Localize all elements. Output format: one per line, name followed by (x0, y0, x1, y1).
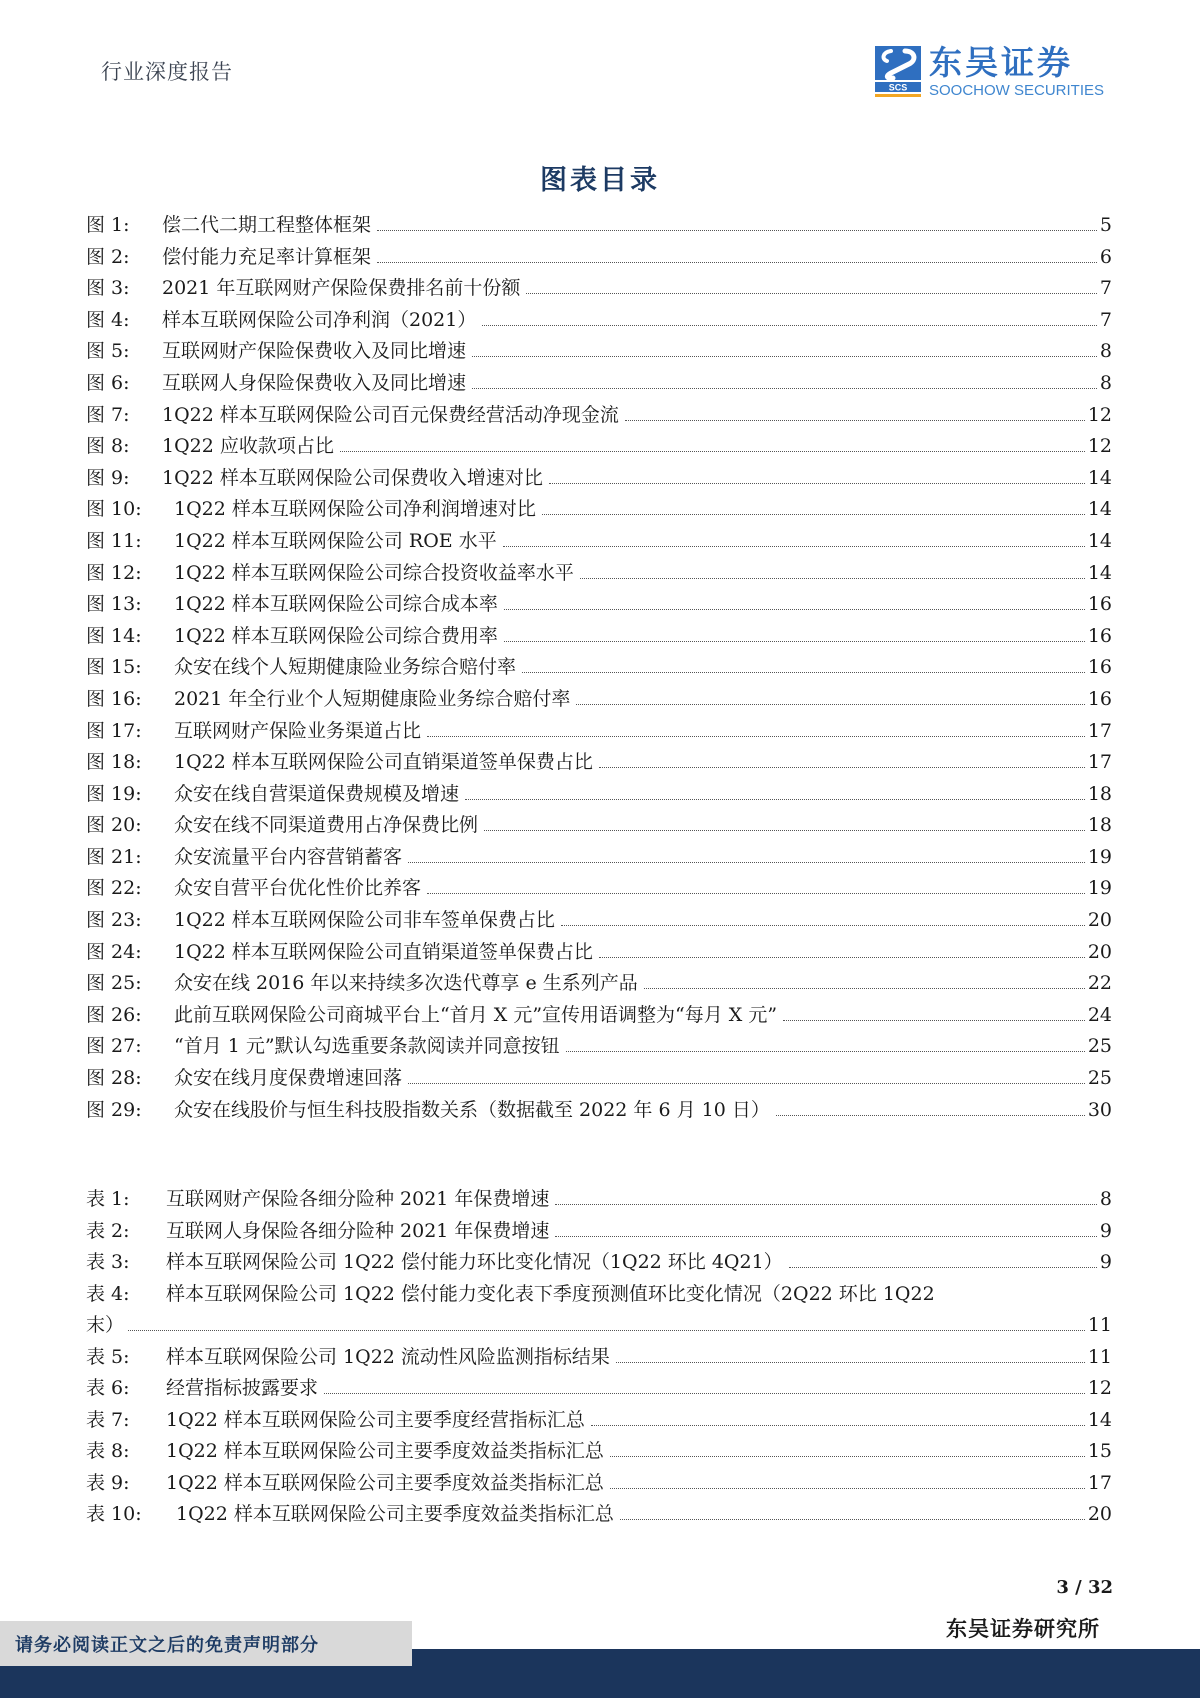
toc-entry[interactable] (86, 1063, 1112, 1095)
entry-title: 众安在线不同渠道费用占净保费比例 (174, 814, 479, 837)
page-number: 3 / 32 (1056, 1577, 1113, 1598)
entry-title: 1Q22 样本互联网保险公司百元保费经营活动净现金流 (162, 403, 619, 426)
disclaimer-box (0, 1621, 412, 1666)
leader-dots (427, 736, 1085, 737)
entry-number: 图 14: (86, 624, 142, 647)
leader-dots (616, 1362, 1085, 1363)
entry-title: 1Q22 样本互联网保险公司 ROE 水平 (174, 529, 497, 552)
toc-entry[interactable] (86, 431, 1112, 463)
entry-page: 19 (1087, 845, 1112, 868)
company-logo (875, 44, 1104, 100)
entry-title: 互联网财产保险各细分险种 2021 年保费增速 (166, 1188, 550, 1210)
entry-number: 表 9: (86, 1471, 130, 1494)
entry-number: 表 3: (86, 1251, 130, 1273)
entry-page: 16 (1087, 624, 1112, 647)
toc-entry[interactable] (86, 242, 1112, 274)
entry-title: 1Q22 样本互联网保险公司非车签单保费占比 (174, 909, 555, 932)
leader-dots (408, 1083, 1085, 1084)
entry-page: 22 (1087, 972, 1112, 995)
leader-dots (591, 1425, 1085, 1426)
entry-page: 16 (1087, 593, 1112, 616)
entry-page: 15 (1087, 1440, 1112, 1462)
leader-dots (580, 578, 1085, 579)
entry-title: 样本互联网保险公司 1Q22 偿付能力环比变化情况（1Q22 环比 4Q21） (166, 1251, 783, 1273)
leader-dots (542, 514, 1085, 515)
entry-title: 偿付能力充足率计算框架 (162, 245, 372, 268)
entry-number: 表 7: (86, 1408, 130, 1431)
entry-page: 20 (1087, 1503, 1112, 1525)
leader-dots (504, 641, 1085, 642)
table-list (86, 1184, 1112, 1531)
leader-dots (625, 420, 1085, 421)
leader-dots (599, 767, 1085, 768)
toc-entry[interactable] (86, 210, 1112, 242)
entry-number: 图 9: (86, 466, 130, 489)
entry-title: 1Q22 样本互联网保险公司保费收入增速对比 (162, 466, 543, 489)
toc-entry[interactable] (86, 810, 1112, 842)
toc-entry[interactable] (86, 1279, 1112, 1311)
leader-dots (472, 356, 1097, 357)
leader-dots (504, 609, 1085, 610)
entry-title: 1Q22 样本互联网保险公司主要季度经营指标汇总 (166, 1408, 585, 1431)
leader-dots (610, 1456, 1085, 1457)
entry-page: 25 (1087, 1067, 1112, 1090)
leader-dots (128, 1330, 1085, 1331)
leader-dots (503, 546, 1085, 547)
leader-dots (783, 1020, 1085, 1021)
entry-title: 众安在线个人短期健康险业务综合赔付率 (174, 656, 517, 679)
toc-entry[interactable] (86, 305, 1112, 337)
entry-number: 表 4: (86, 1282, 130, 1305)
entry-title: 2021 年互联网财产保险保费排名前十份额 (162, 277, 521, 300)
entry-number: 图 17: (86, 719, 142, 742)
toc-entry[interactable] (86, 716, 1112, 748)
entry-page: 9 (1099, 1219, 1112, 1242)
entry-page: 12 (1087, 1377, 1112, 1399)
leader-dots (561, 925, 1085, 926)
entry-number: 图 1: (86, 214, 130, 236)
toc-entry[interactable] (86, 1373, 1112, 1405)
footer-org-name: 东吴证券研究所 (946, 1616, 1100, 1641)
entry-number: 表 5: (86, 1345, 130, 1368)
entry-title: 偿二代二期工程整体框架 (162, 214, 372, 236)
entry-number: 图 12: (86, 561, 142, 584)
entry-page: 16 (1087, 656, 1112, 679)
entry-number: 图 6: (86, 371, 130, 394)
entry-page: 8 (1099, 371, 1112, 394)
entry-title: 众安在线股价与恒生科技股指数关系（数据截至 2022 年 6 月 10 日） (174, 1098, 770, 1121)
entry-number: 图 18: (86, 751, 142, 774)
entry-number: 图 24: (86, 940, 142, 963)
entry-title: 1Q22 样本互联网保险公司直销渠道签单保费占比 (174, 940, 593, 963)
entry-title: 1Q22 样本互联网保险公司综合费用率 (174, 624, 498, 647)
entry-title: 1Q22 应收款项占比 (162, 435, 334, 458)
entry-title: 众安流量平台内容营销蓄客 (174, 845, 403, 868)
toc-entry[interactable] (86, 1436, 1112, 1468)
toc-entry[interactable] (86, 968, 1112, 1000)
entry-number: 图 2: (86, 245, 130, 268)
entry-page: 12 (1087, 435, 1112, 458)
entry-title: 样本互联网保险公司 1Q22 偿付能力变化表下季度预测值环比变化情况（2Q22 环比 1Q22 (166, 1282, 935, 1305)
entry-page: 30 (1087, 1098, 1112, 1121)
leader-dots (620, 1519, 1085, 1520)
entry-page: 17 (1087, 719, 1112, 742)
entry-page: 7 (1099, 308, 1112, 331)
leader-dots (566, 1051, 1085, 1052)
leader-dots (324, 1393, 1085, 1394)
toc-entry[interactable] (86, 1247, 1112, 1279)
toc-entry[interactable] (86, 1342, 1112, 1374)
entry-title: 互联网人身保险保费收入及同比增速 (162, 371, 467, 394)
leader-dots (549, 483, 1085, 484)
toc-entry[interactable] (86, 1031, 1112, 1063)
leader-dots (484, 830, 1085, 831)
entry-number: 图 27: (86, 1035, 142, 1058)
entry-page: 5 (1099, 214, 1112, 236)
entry-page: 11 (1087, 1345, 1112, 1368)
toc-entry[interactable] (86, 589, 1112, 621)
toc-entry-continued[interactable] (86, 1310, 1112, 1342)
entry-number: 图 7: (86, 403, 130, 426)
entry-title: 样本互联网保险公司净利润（2021） (162, 308, 477, 331)
toc-entry[interactable] (86, 747, 1112, 779)
toc-entry[interactable] (86, 779, 1112, 811)
toc-entry[interactable] (86, 1468, 1112, 1500)
leader-dots (465, 799, 1085, 800)
entry-page: 9 (1099, 1251, 1112, 1273)
entry-title: 众安自营平台优化性价比养客 (174, 877, 422, 900)
toc-entry[interactable] (86, 873, 1112, 905)
entry-title-continued: 末） (86, 1314, 125, 1336)
toc-entry[interactable] (86, 905, 1112, 937)
entry-number: 图 13: (86, 593, 142, 616)
entry-page: 14 (1087, 561, 1112, 584)
leader-dots (644, 988, 1085, 989)
toc-entry[interactable] (86, 842, 1112, 874)
toc-entry[interactable] (86, 1000, 1112, 1032)
toc-entry[interactable] (86, 368, 1112, 400)
entry-number: 图 28: (86, 1067, 142, 1090)
entry-number: 图 11: (86, 529, 142, 552)
leader-dots (789, 1267, 1097, 1268)
toc-entry[interactable] (86, 1216, 1112, 1248)
page-title: 图表目录 (540, 165, 660, 196)
entry-page: 24 (1087, 1003, 1112, 1026)
leader-dots (377, 262, 1097, 263)
entry-title: 1Q22 样本互联网保险公司主要季度效益类指标汇总 (166, 1440, 604, 1462)
toc-entry[interactable] (86, 621, 1112, 653)
entry-number: 图 5: (86, 340, 130, 363)
entry-page: 25 (1087, 1035, 1112, 1058)
entry-number: 图 20: (86, 814, 142, 837)
entry-title: 1Q22 样本互联网保险公司主要季度效益类指标汇总 (176, 1503, 614, 1525)
entry-title: 1Q22 样本互联网保险公司直销渠道签单保费占比 (174, 751, 593, 774)
entry-page: 18 (1087, 782, 1112, 805)
logo-en-name: SOOCHOW SECURITIES (929, 82, 1105, 99)
entry-number: 表 6: (86, 1377, 130, 1399)
entry-page: 16 (1087, 687, 1112, 710)
entry-page: 14 (1087, 529, 1112, 552)
toc-entry[interactable] (86, 463, 1112, 495)
entry-number: 图 15: (86, 656, 142, 679)
toc-entry[interactable] (86, 684, 1112, 716)
entry-page: 12 (1087, 403, 1112, 426)
entry-title: 1Q22 样本互联网保险公司综合投资收益率水平 (174, 561, 574, 584)
entry-title: 1Q22 样本互联网保险公司综合成本率 (174, 593, 498, 616)
entry-title: 众安在线 2016 年以来持续多次迭代尊享 e 生系列产品 (174, 972, 638, 995)
entry-number: 图 10: (86, 498, 142, 521)
entry-number: 图 25: (86, 972, 142, 995)
toc-entry[interactable] (86, 273, 1112, 305)
leader-dots (576, 704, 1084, 705)
entry-number: 表 2: (86, 1219, 130, 1242)
entry-number: 图 3: (86, 277, 130, 300)
entry-number: 图 26: (86, 1003, 142, 1026)
leader-dots (555, 1204, 1096, 1205)
toc-entry[interactable] (86, 558, 1112, 590)
toc-entry[interactable] (86, 1499, 1112, 1531)
leader-dots (610, 1488, 1085, 1489)
entry-page: 11 (1087, 1314, 1112, 1336)
leader-dots (555, 1236, 1096, 1237)
entry-number: 图 29: (86, 1098, 142, 1121)
entry-number: 图 16: (86, 687, 142, 710)
entry-page: 14 (1087, 498, 1112, 521)
entry-title: 经营指标披露要求 (166, 1377, 319, 1399)
entry-title: 互联网财产保险业务渠道占比 (174, 719, 422, 742)
leader-dots (472, 388, 1097, 389)
toc-entry[interactable] (86, 336, 1112, 368)
entry-number: 图 19: (86, 782, 142, 805)
entry-title: 互联网人身保险各细分险种 2021 年保费增速 (166, 1219, 550, 1242)
disclaimer-text: 请务必阅读正文之后的免责声明部分 (15, 1634, 319, 1656)
leader-dots (408, 862, 1085, 863)
entry-page: 14 (1087, 466, 1112, 489)
leader-dots (776, 1115, 1085, 1116)
entry-page: 20 (1087, 909, 1112, 932)
entry-number: 图 22: (86, 877, 142, 900)
entry-title: 众安在线自营渠道保费规模及增速 (174, 782, 460, 805)
entry-title: 2021 年全行业个人短期健康险业务综合赔付率 (174, 687, 571, 710)
entry-title: “首月 1 元”默认勾选重要条款阅读并同意按钮 (174, 1035, 560, 1058)
logo-abbr: SCS (888, 82, 908, 93)
leader-dots (340, 451, 1085, 452)
entry-number: 表 8: (86, 1440, 130, 1462)
entry-page: 17 (1087, 751, 1112, 774)
toc-entry[interactable] (86, 400, 1112, 432)
leader-dots (482, 325, 1097, 326)
leader-dots (599, 957, 1085, 958)
leader-dots (526, 293, 1097, 294)
toc-entry[interactable] (86, 494, 1112, 526)
entry-page: 6 (1099, 245, 1112, 268)
entry-title: 众安在线月度保费增速回落 (174, 1067, 403, 1090)
logo-cn-name: 东吴证券 (929, 43, 1073, 82)
entry-title: 样本互联网保险公司 1Q22 流动性风险监测指标结果 (166, 1345, 610, 1368)
entry-title: 1Q22 样本互联网保险公司主要季度效益类指标汇总 (166, 1471, 604, 1494)
entry-number: 图 8: (86, 435, 130, 458)
toc-entry[interactable] (86, 526, 1112, 558)
toc-entry[interactable] (86, 1405, 1112, 1437)
leader-dots (377, 230, 1097, 231)
entry-page: 14 (1087, 1408, 1112, 1431)
entry-number: 表 10: (86, 1503, 142, 1525)
entry-page: 7 (1099, 277, 1112, 300)
scs-logo-icon (875, 46, 921, 98)
toc-entry[interactable] (86, 1184, 1112, 1216)
entry-title: 1Q22 样本互联网保险公司净利润增速对比 (174, 498, 536, 521)
entry-title: 互联网财产保险保费收入及同比增速 (162, 340, 467, 363)
entry-number: 图 21: (86, 845, 142, 868)
entry-title: 此前互联网保险公司商城平台上“首月 X 元”宣传用语调整为“每月 X 元” (174, 1003, 778, 1026)
report-type-label: 行业深度报告 (101, 60, 233, 84)
leader-dots (427, 893, 1085, 894)
entry-page: 8 (1099, 1188, 1112, 1210)
entry-page: 17 (1087, 1471, 1112, 1494)
toc-entry[interactable] (86, 652, 1112, 684)
toc-entry[interactable] (86, 1095, 1112, 1127)
leader-dots (522, 672, 1085, 673)
figure-list (86, 210, 1112, 1126)
entry-number: 图 4: (86, 308, 130, 331)
entry-page: 18 (1087, 814, 1112, 837)
entry-page: 8 (1099, 340, 1112, 363)
entry-number: 图 23: (86, 909, 142, 932)
toc-entry[interactable] (86, 937, 1112, 969)
entry-page: 19 (1087, 877, 1112, 900)
entry-number: 表 1: (86, 1188, 130, 1210)
entry-page: 20 (1087, 940, 1112, 963)
